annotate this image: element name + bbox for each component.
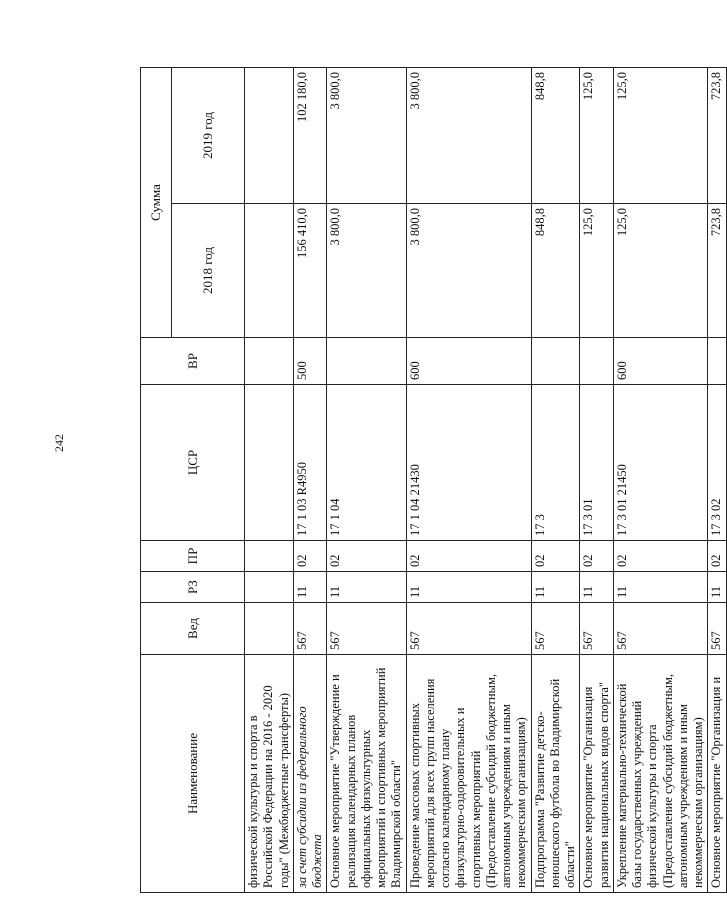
row-rz: 11 bbox=[531, 572, 580, 603]
header-vr: ВР bbox=[141, 338, 245, 385]
row-pr: 02 bbox=[293, 541, 327, 572]
row-pr: 02 bbox=[708, 541, 726, 572]
table-row bbox=[613, 68, 708, 893]
row-ved: 567 bbox=[293, 603, 327, 655]
row-rz: 11 bbox=[406, 572, 531, 603]
row-sum-2018: 3 800,0 bbox=[406, 204, 531, 338]
row-vr bbox=[531, 338, 580, 385]
row-rz bbox=[245, 572, 294, 603]
row-sum-2018: 723,8 bbox=[708, 204, 726, 338]
row-name: Укрепление материально-технической базы государственных учреждений физической культуры и спорта (Предоставление субсидий бюджетным, автономным учреждениям и иным некоммерческим организациям) bbox=[613, 655, 708, 893]
row-csr bbox=[245, 385, 294, 541]
row-name: за счет субсидии из федерального бюджета bbox=[293, 655, 327, 893]
row-pr: 02 bbox=[613, 541, 708, 572]
row-pr: 02 bbox=[327, 541, 406, 572]
row-name: физической культуры и спорта в Российской Федерации на 2016 - 2020 годы" (Межбюджетные трансферты) bbox=[245, 655, 294, 893]
header-rz: РЗ bbox=[141, 572, 245, 603]
rotated-page-content bbox=[140, 68, 724, 893]
row-rz: 11 bbox=[580, 572, 614, 603]
table-row bbox=[531, 68, 580, 893]
table-row bbox=[406, 68, 531, 893]
row-sum-2018: 125,0 bbox=[580, 204, 614, 338]
row-name: Основное мероприятие "Утверждение и реализация календарных планов официальных физкультурных мероприятий и спортивных мероприятий Владимирской области" bbox=[327, 655, 406, 893]
header-2018: 2018 год bbox=[172, 204, 245, 338]
row-rz: 11 bbox=[708, 572, 726, 603]
row-pr bbox=[245, 541, 294, 572]
row-vr bbox=[245, 338, 294, 385]
row-sum-2018: 125,0 bbox=[613, 204, 708, 338]
row-csr: 17 1 04 bbox=[327, 385, 406, 541]
row-sum-2019: 848,8 bbox=[531, 68, 580, 204]
row-sum-2019: 3 800,0 bbox=[406, 68, 531, 204]
page-number: 242 bbox=[52, 434, 66, 452]
row-vr bbox=[580, 338, 614, 385]
row-csr: 17 3 bbox=[531, 385, 580, 541]
table-row bbox=[327, 68, 406, 893]
row-sum-2018: 156 410,0 bbox=[293, 204, 327, 338]
row-sum-2019: 102 180,0 bbox=[293, 68, 327, 204]
table-row bbox=[245, 68, 294, 893]
row-name: Основное мероприятие "Организация развития национальных видов спорта" bbox=[580, 655, 614, 893]
row-ved: 567 bbox=[406, 603, 531, 655]
row-sum-2018: 848,8 bbox=[531, 204, 580, 338]
header-pr: ПР bbox=[141, 541, 245, 572]
row-sum-2019: 125,0 bbox=[613, 68, 708, 204]
row-vr bbox=[708, 338, 726, 385]
row-sum-2018: 3 800,0 bbox=[327, 204, 406, 338]
header-ved: Вед bbox=[141, 603, 245, 655]
row-csr: 17 3 01 bbox=[580, 385, 614, 541]
header-2019: 2019 год bbox=[172, 68, 245, 204]
row-rz: 11 bbox=[327, 572, 406, 603]
row-pr: 02 bbox=[580, 541, 614, 572]
budget-table bbox=[140, 67, 727, 893]
row-ved: 567 bbox=[531, 603, 580, 655]
row-ved bbox=[245, 603, 294, 655]
row-sum-2019 bbox=[245, 68, 294, 204]
row-vr: 600 bbox=[613, 338, 708, 385]
row-name: Проведение массовых спортивных мероприятий для всех групп населения согласно календарному плану физкультурно-оздоровительных и спортивных мероприятий (Предоставление субсидий бюджетным, автономным учреждениям и иным некоммерческим организациям) bbox=[406, 655, 531, 893]
row-name: Основное мероприятие "Организация и bbox=[708, 655, 726, 893]
row-pr: 02 bbox=[406, 541, 531, 572]
row-rz: 11 bbox=[293, 572, 327, 603]
row-rz: 11 bbox=[613, 572, 708, 603]
row-sum-2019: 3 800,0 bbox=[327, 68, 406, 204]
row-sum-2019: 723,8 bbox=[708, 68, 726, 204]
row-pr: 02 bbox=[531, 541, 580, 572]
table-row bbox=[708, 68, 726, 893]
row-ved: 567 bbox=[580, 603, 614, 655]
table-row bbox=[293, 68, 327, 893]
header-name: Наименование bbox=[141, 655, 245, 893]
row-ved: 567 bbox=[708, 603, 726, 655]
row-vr bbox=[327, 338, 406, 385]
header-csr: ЦСР bbox=[141, 385, 245, 541]
row-ved: 567 bbox=[613, 603, 708, 655]
row-csr: 17 1 03 R4950 bbox=[293, 385, 327, 541]
row-csr: 17 1 04 21430 bbox=[406, 385, 531, 541]
row-vr: 500 bbox=[293, 338, 327, 385]
row-csr: 17 3 01 21450 bbox=[613, 385, 708, 541]
table-row bbox=[580, 68, 614, 893]
row-sum-2019: 125,0 bbox=[580, 68, 614, 204]
row-sum-2018 bbox=[245, 204, 294, 338]
header-sum: Сумма bbox=[141, 68, 172, 338]
row-csr: 17 3 02 bbox=[708, 385, 726, 541]
row-vr: 600 bbox=[406, 338, 531, 385]
row-ved: 567 bbox=[327, 603, 406, 655]
row-name: Подпрограмма "Развитие детско-юношеского футбола во Владимирской области" bbox=[531, 655, 580, 893]
